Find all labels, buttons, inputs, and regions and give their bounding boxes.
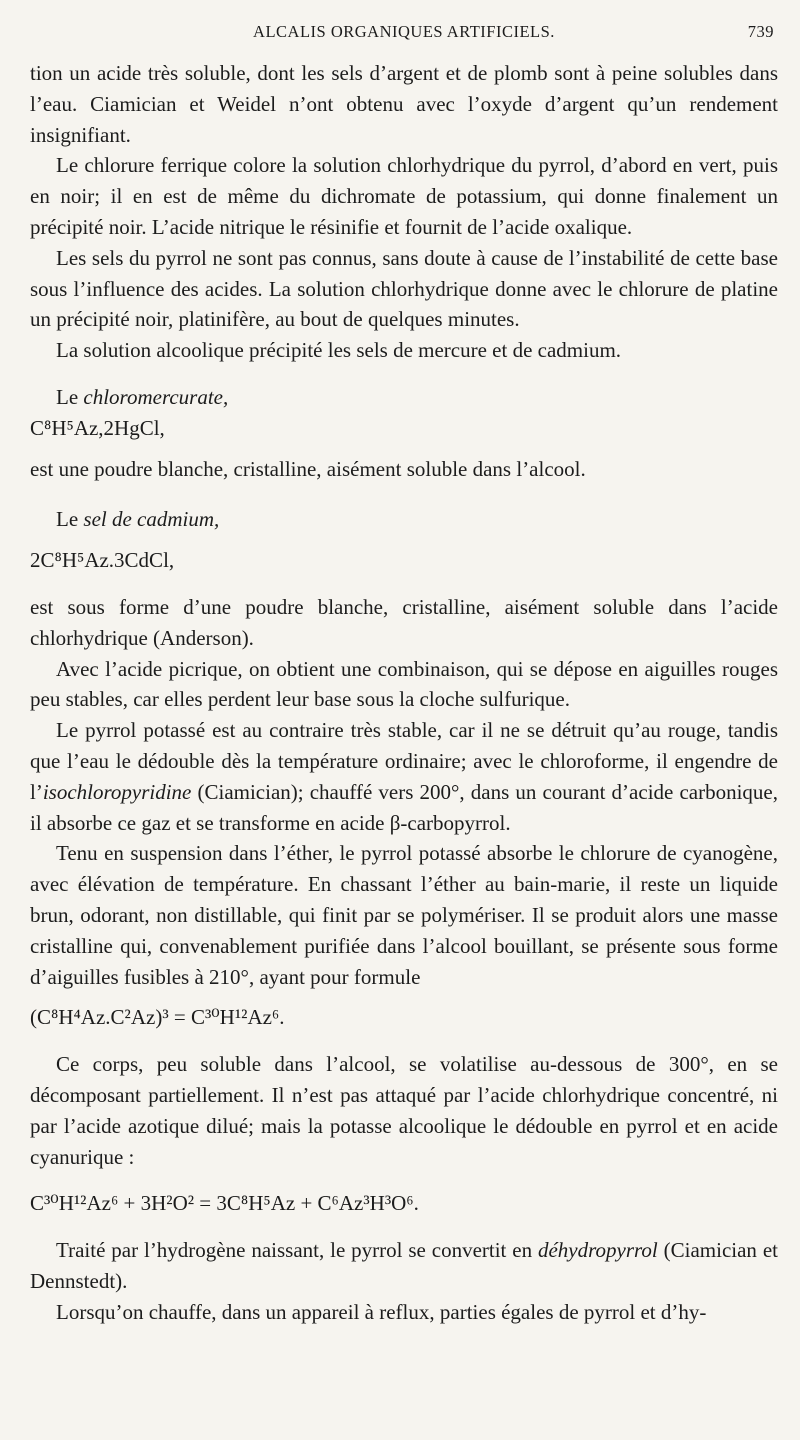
paragraph-2: Le chlorure ferrique colore la solution chlorhydrique du pyrrol, d’abord en vert, puis en noir; il en est de même du dichromate de potassium, qui donne finalement un précipité noir. L’acide nitrique le résinifie et fournit de l’acide oxalique. [30,153,778,239]
chloromercurate-term: chloromercurate, [83,384,229,409]
document-page [30,0,778,1440]
formula-cadmium: 2C⁸H⁵Az.3CdCl, [30,548,175,573]
page-body [30,58,778,1327]
cadmium-term: sel de cadmium, [83,507,220,532]
paragraph-properties: Ce corps, peu soluble dans l’alcool, se volatilise au-dessous de 300°, en se décomposant partiellement. Il n’est pas attaqué par l’acide chlorhydrique concentré, ni par l’acide azotique dilué; mais la potasse alcoolique le dédouble en pyrrol et en acide cyanurique : [30,1052,778,1169]
cadmium-intro: Le sel de cadmium, [56,507,220,532]
paragraph-1: tion un acide très soluble, dont les sels d’argent et de plomb sont à peine solubles dans l’eau. Ciamician et Weidel n’ont obtenu avec l’oxyde d’argent qu’un rendement insignifiant. [30,61,778,147]
page-number: 739 [747,22,774,41]
isochloropyridine-term: isochloropyridine [42,779,192,804]
cadmium-description: est sous forme d’une poudre blanche, cristalline, aisément soluble dans l’acide chlorhydrique (Anderson). [30,594,778,650]
chloromercurate-description: est une poudre blanche, cristalline, aisément soluble dans l’alcool. [30,456,586,481]
paragraph-3: Les sels du pyrrol ne sont pas connus, sans doute à cause de l’instabilité de cette base sous l’influence des acides. La solution chlorhydrique donne avec le chlorure de platine un précipité noir, platinifère, au bout de quelques minutes. [30,245,778,332]
chloromercurate-intro: Le chloromercurate, [56,384,229,409]
paragraph-hydrogen: Traité par l’hydrogène naissant, le pyrrol se convertit en déhydropyrrol (Ciamician et Dennstedt). [30,1238,778,1293]
dehydropyrrol-term: déhydropyrrol [537,1238,658,1263]
paragraph-potassium: Le pyrrol potassé est au contraire très stable, car il ne se détruit qu’au rouge, tandis que l’eau le dédouble dès la température ordinaire; avec le chloroforme, il engendre de l’isochloropyridine (Ciamician); chauffé vers 200°, dans un courant d’acide carbonique, il absorbe ce gaz et se transforme en acide β-carbopyrrol. [30,718,778,835]
running-title: ALCALIS ORGANIQUES ARTIFICIELS. [253,22,555,41]
paragraph-cyanogen: Tenu en suspension dans l’éther, le pyrrol potassé absorbe le chlorure de cyanogène, avec élévation de température. En chassant l’éther au bain-marie, il reste un liquide brun, odorant, non distillable, qui finit par se polymériser. Il se produit alors une masse cristalline qui, convenablement purifiée dans l’alcool bouillant, se présente sous forme d’aiguilles fusibles à 210°, ayant pour formule [30,841,778,989]
paragraph-4: La solution alcoolique précipité les sels de mercure et de cadmium. [56,338,622,363]
paragraph-reflux: Lorsqu’on chauffe, dans un appareil à reflux, parties égales de pyrrol et d’hy- [56,1299,707,1324]
formula-chloromercurate: C⁸H⁵Az,2HgCl, [30,415,165,440]
formula-polymer: (C⁸H⁴Az.C²Az)³ = C³⁰H¹²Az⁶. [30,1005,285,1030]
paragraph-picric: Avec l’acide picrique, on obtient une combinaison, qui se dépose en aiguilles rouges peu stables, car elles perdent leur base sous la cloche sulfurique. [30,656,778,712]
formula-hydrolysis: C³⁰H¹²Az⁶ + 3H²O² = 3C⁸H⁵Az + C⁶Az³H³O⁶. [30,1191,419,1216]
running-header [30,18,778,48]
